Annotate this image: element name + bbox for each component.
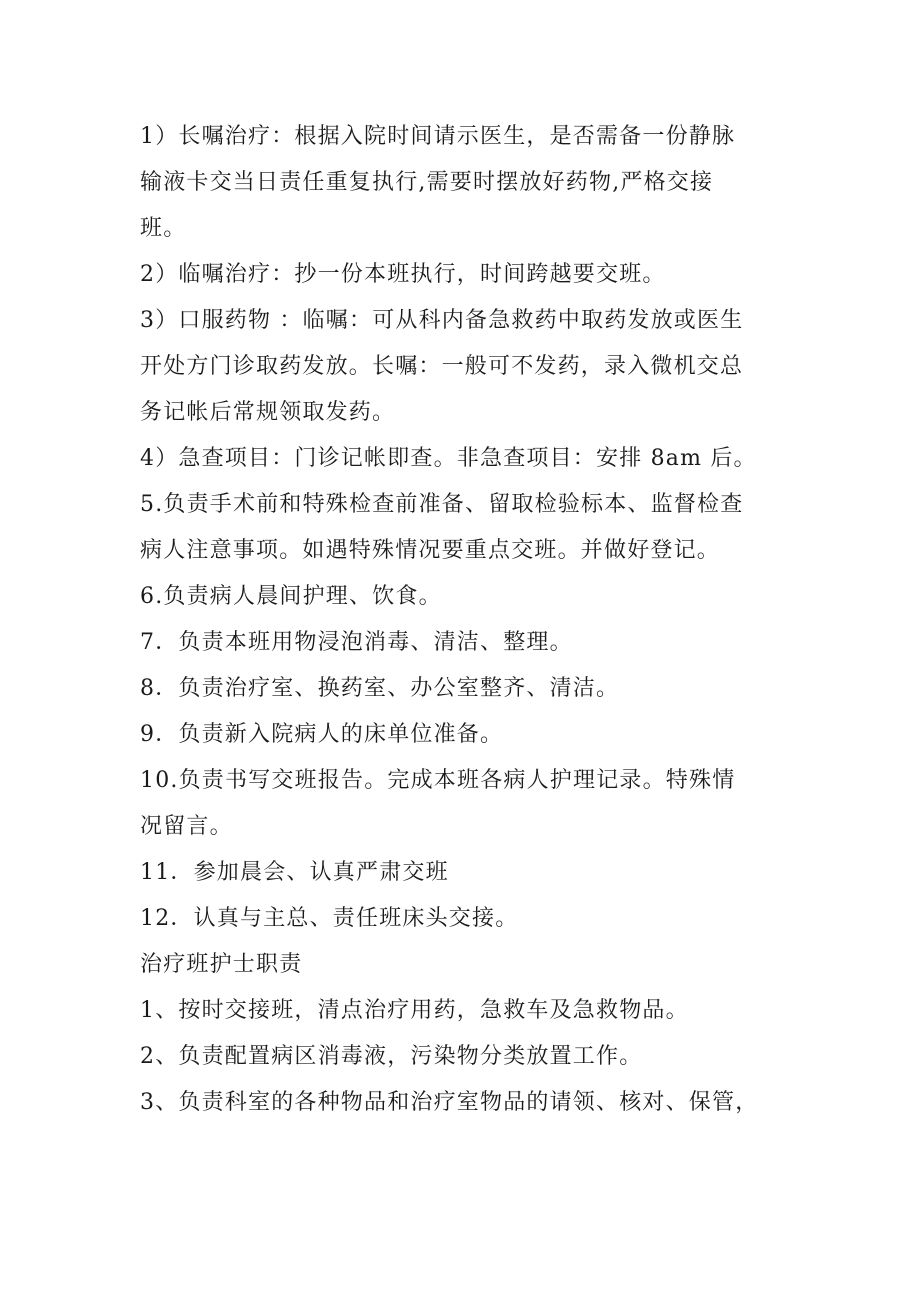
text-line: 开处方门诊取药发放。长嘱：一般可不发药，录入微机交总 xyxy=(140,354,744,379)
text-line: 务记帐后常规领取发药。 xyxy=(140,400,396,425)
text-line: 6.负责病人晨间护理、饮食。 xyxy=(140,584,442,609)
text-line: 病人注意事项。如遇特殊情况要重点交班。并做好登记。 xyxy=(140,538,721,563)
text-line: 11．参加晨会、认真严肃交班 xyxy=(140,860,449,885)
document-body xyxy=(140,114,790,1126)
text-line: 输液卡交当日责任重复执行,需要时摆放好药物,严格交接 xyxy=(140,170,714,195)
text-line: 8．负责治疗室、换药室、办公室整齐、清洁。 xyxy=(140,676,620,701)
text-line: 1、按时交接班，清点治疗用药，急救车及急救物品。 xyxy=(140,998,689,1023)
section-heading: 治疗班护士职责 xyxy=(140,952,303,977)
text-line: 班。 xyxy=(140,216,187,241)
text-line: 况留言。 xyxy=(140,814,233,839)
text-line: 9．负责新入院病人的床单位准备。 xyxy=(140,722,504,747)
text-line: 4）急查项目：门诊记帐即查。非急查项目：安排 8am 后。 xyxy=(140,446,757,471)
text-line: 7．负责本班用物浸泡消毒、清洁、整理。 xyxy=(140,630,573,655)
text-line: 12．认真与主总、责任班床头交接。 xyxy=(140,906,519,931)
text-line: 2）临嘱治疗：抄一份本班执行，时间跨越要交班。 xyxy=(140,262,666,287)
text-line: 10.负责书写交班报告。完成本班各病人护理记录。特殊情 xyxy=(140,768,736,793)
text-line: 2、负责配置病区消毒液，污染物分类放置工作。 xyxy=(140,1044,643,1069)
text-line: 3）口服药物 ：临嘱：可从科内备急救药中取药发放或医生 xyxy=(140,308,744,333)
text-line: 1）长嘱治疗：根据入院时间请示医生，是否需备一份静脉 xyxy=(140,124,736,149)
text-line: 3、负责科室的各种物品和治疗室物品的请领、核对、保管， xyxy=(140,1090,759,1115)
text-line: 5.负责手术前和特殊检查前准备、留取检验标本、监督检查 xyxy=(140,492,744,517)
